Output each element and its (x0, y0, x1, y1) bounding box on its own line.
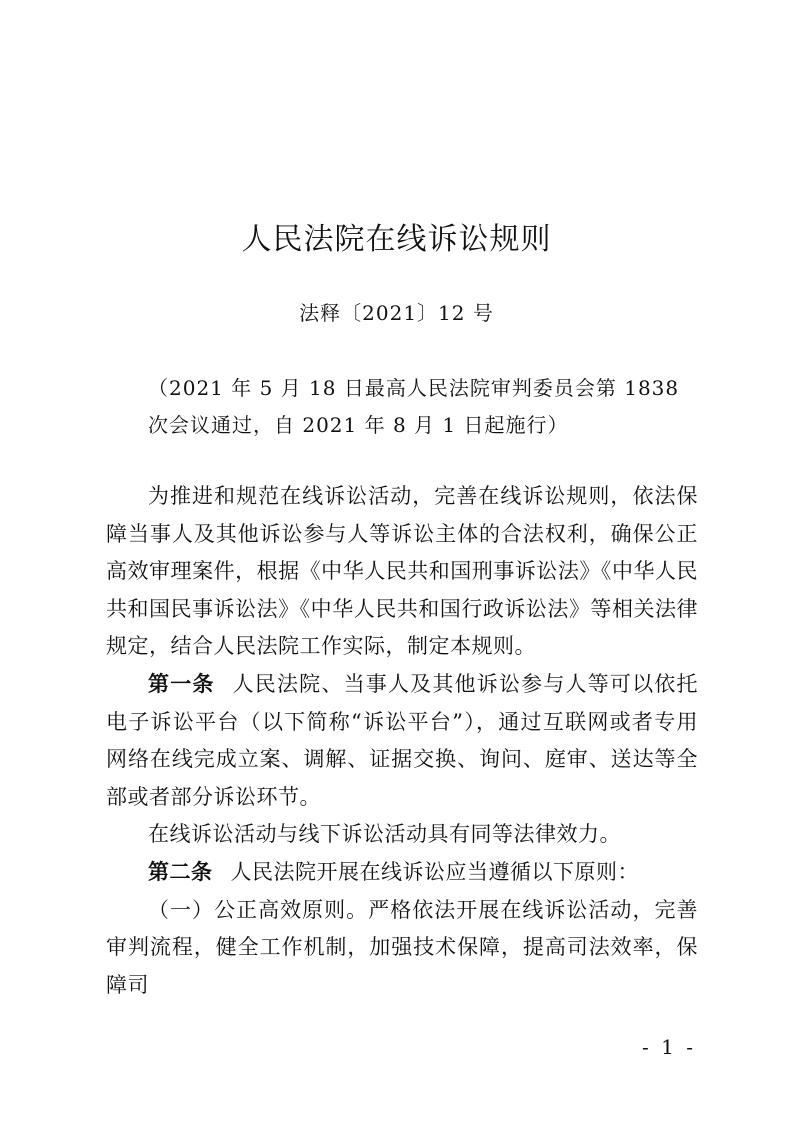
article-1-label: 第一条 (148, 671, 215, 696)
article-1-second-paragraph: 在线诉讼活动与线下诉讼活动具有同等法律效力。 (148, 822, 621, 847)
preamble-paragraph: 为推进和规范在线诉讼活动，完善在线诉讼规则，依法保障当事人及其他诉讼参与人等诉讼主体的合法权利，确保公正高效审理案件，根据《中华人民共和国刑事诉讼法》《中华人民共和国民事诉讼法》《中华人民共和国行政诉讼法》等相关法律规定，结合人民法院工作实际，制定本规则。 (106, 484, 698, 659)
article-2-label: 第二条 (148, 859, 213, 884)
document-body (106, 478, 698, 1004)
article-2-text: 人民法院开展在线诉讼应当遵循以下原则： (230, 859, 639, 884)
adoption-note-line-2: 次会议通过，自 2021 年 8 月 1 日起施行） (148, 413, 569, 437)
document-title: 人民法院在线诉讼规则 (241, 222, 552, 257)
article-2-item-1: （一）公正高效原则。严格依法开展在线诉讼活动，完善审判流程，健全工作机制，加强技术保障，提高司法效率，保障司 (106, 897, 698, 997)
page-number: - 1 - (642, 1035, 696, 1059)
article-2-paragraph (106, 854, 698, 892)
adoption-note (148, 370, 708, 444)
article-1-paragraph (106, 666, 698, 816)
article-1-text: 人民法院、当事人及其他诉讼参与人等可以依托电子诉讼平台（以下简称“诉讼平台”），通过互联网或者专用网络在线完成立案、调解、证据交换、询问、庭审、送达等全部或者部分诉讼环节。 (106, 671, 699, 809)
document-number: 法释〔2021〕12 号 (299, 301, 494, 325)
adoption-note-line-1: （2021 年 5 月 18 日最高人民法院审判委员会第 1838 (148, 376, 680, 400)
